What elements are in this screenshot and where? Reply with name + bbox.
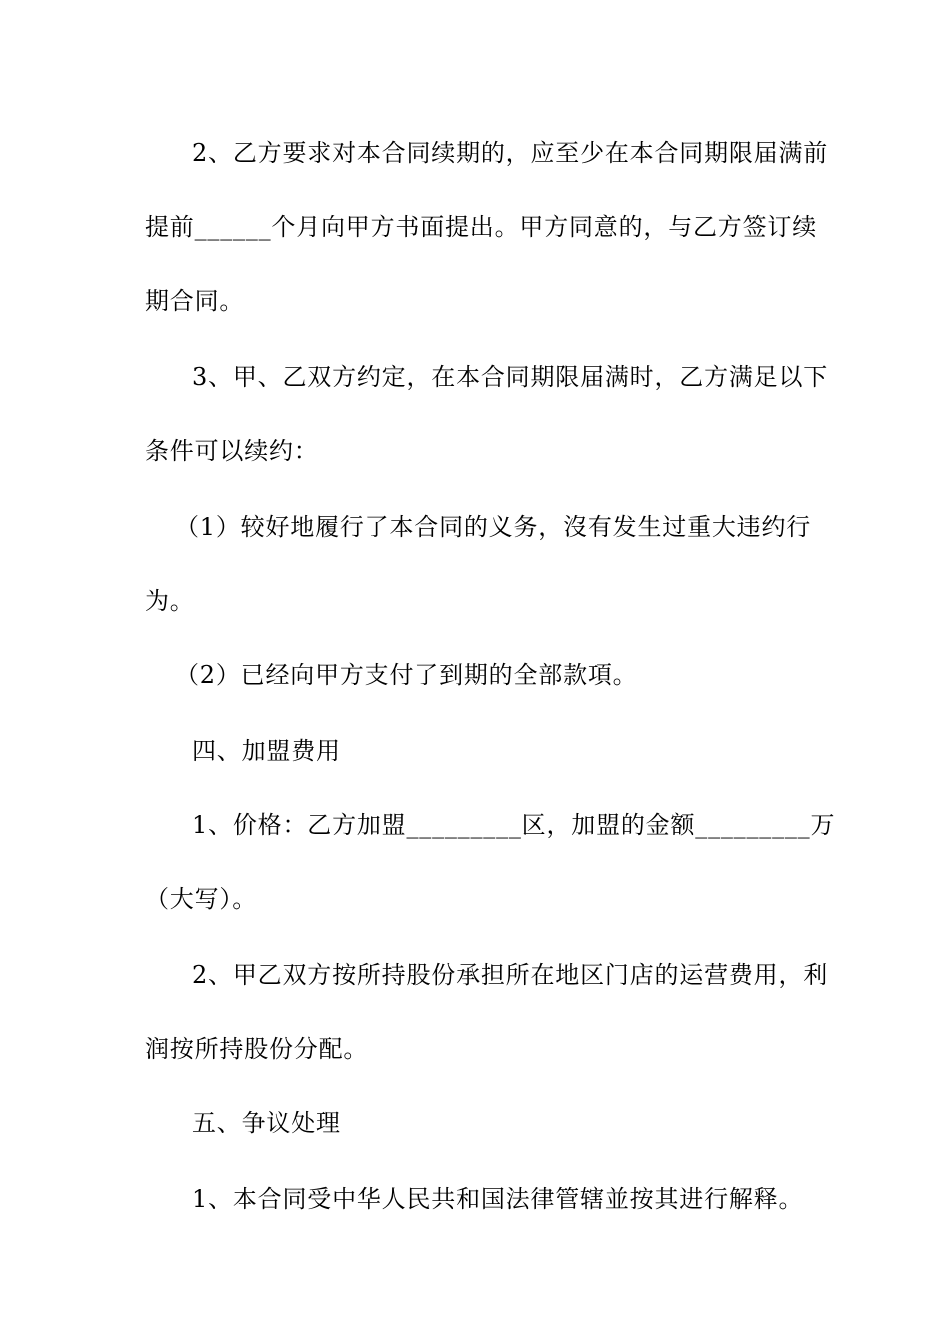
fee-clause-1-line-1: 1、价格：乙方加盟_________区，加盟的金额_________万 xyxy=(192,811,836,839)
clause-2-renewal-line-2: 提前______个月向甲方书面提出。甲方同意的，与乙方签订续 xyxy=(145,213,817,241)
section-5-heading: 五、争议处理 xyxy=(192,1109,341,1137)
clause-2-renewal-line-3: 期合同。 xyxy=(145,287,245,315)
condition-1-line-1: （1）较好地履行了本合同的义务，沒有发生过重大违约行 xyxy=(175,513,812,541)
clause-2-renewal-line-1: 2、乙方要求对本合同续期的，应至少在本合同期限届满前 xyxy=(192,139,829,167)
fee-clause-2-line-1: 2、甲乙双方按所持股份承担所在地区门店的运营费用，利 xyxy=(192,961,829,989)
fee-clause-2-line-2: 润按所持股份分配。 xyxy=(145,1035,369,1063)
clause-3-renewal-conditions-line-2: 条件可以续约： xyxy=(145,437,319,465)
condition-1-line-2: 为。 xyxy=(145,587,195,615)
condition-2-line: （2）已经向甲方支付了到期的全部款項。 xyxy=(175,661,638,689)
section-4-heading: 四、加盟费用 xyxy=(192,737,341,765)
fee-clause-1-line-2: （大写）。 xyxy=(145,885,257,913)
clause-3-renewal-conditions-line-1: 3、甲、乙双方约定，在本合同期限届满时，乙方满足以下 xyxy=(192,363,829,391)
dispute-clause-1-line: 1、本合同受中华人民共和国法律管辖並按其进行解释。 xyxy=(192,1185,804,1213)
